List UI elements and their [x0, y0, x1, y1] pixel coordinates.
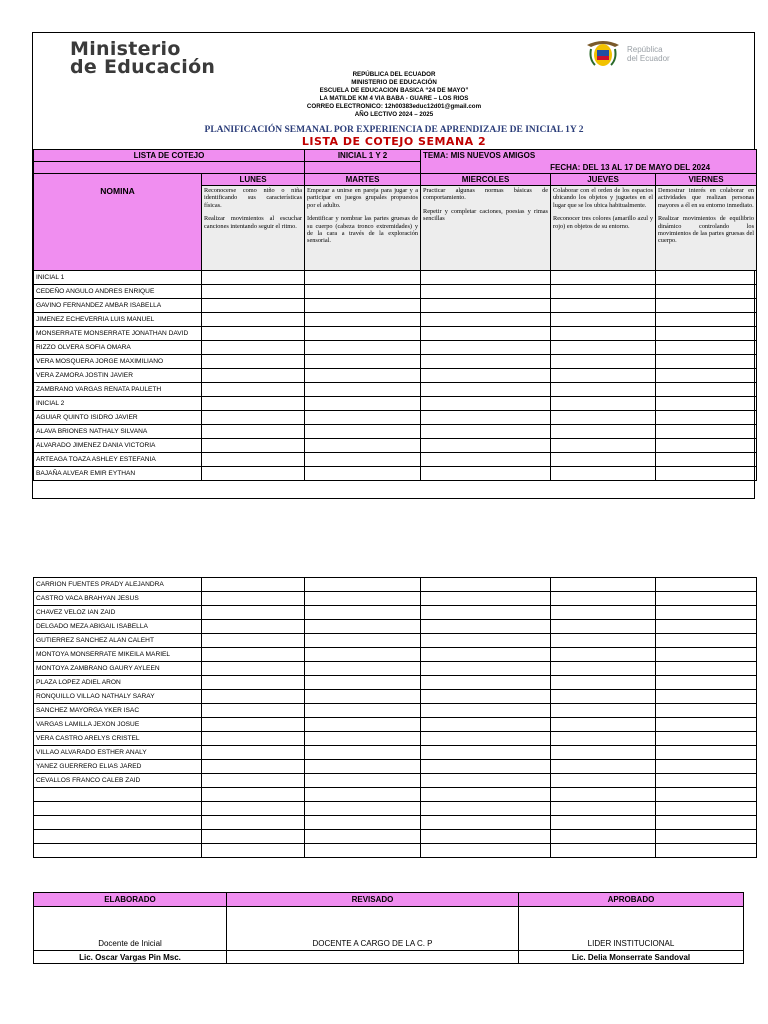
check-cell[interactable]: [305, 578, 421, 592]
student-name: [34, 844, 202, 858]
check-cell[interactable]: [305, 718, 421, 732]
republica-line1: República: [627, 45, 663, 54]
check-cell[interactable]: [656, 271, 757, 285]
check-cell[interactable]: [202, 411, 305, 425]
table-row: [34, 760, 757, 774]
check-cell[interactable]: [202, 383, 305, 397]
check-cell[interactable]: [421, 844, 551, 858]
check-cell[interactable]: [551, 285, 656, 299]
check-cell[interactable]: [656, 802, 757, 816]
activity-text: Realizar movimientos al escuchar canciones intentando seguir el ritmo.: [204, 215, 303, 230]
activity-text: Identificar y nombrar las partes gruesas de su cuerpo (cabeza tronco extremidades) y de la cara a través de la exploración sensorial.: [307, 215, 419, 245]
check-cell[interactable]: [656, 648, 757, 662]
check-cell[interactable]: [202, 369, 305, 383]
signature-table: [33, 892, 744, 964]
student-name: VERA MOSQUERA JORGE MAXIMILIANO: [34, 355, 202, 369]
header-line: CORREO ELECTRONICO: 12h00383educ12d01@gmail.com: [306, 103, 482, 110]
check-cell[interactable]: [656, 467, 757, 481]
republica-line2: del Ecuador: [627, 54, 670, 63]
student-name: DELGADO MEZA ABIGAIL ISABELLA: [34, 620, 202, 634]
table-row: [34, 662, 757, 676]
student-name: VILLAO ALVARADO ESTHER ANALY: [34, 746, 202, 760]
activity-cell: [305, 186, 421, 271]
cotejo-table: [33, 149, 757, 481]
inicial-header: INICIAL 1 Y 2: [305, 150, 421, 162]
student-name: JIMENEZ ECHEVERRIA LUIS MANUEL: [34, 313, 202, 327]
check-cell[interactable]: [202, 592, 305, 606]
table-row: [34, 606, 757, 620]
logo-text-line1: Ministerio: [70, 38, 181, 60]
check-cell[interactable]: [305, 760, 421, 774]
check-cell[interactable]: [202, 439, 305, 453]
check-cell[interactable]: [551, 592, 656, 606]
day-header: LUNES: [202, 174, 305, 186]
check-cell[interactable]: [305, 788, 421, 802]
check-cell[interactable]: [551, 746, 656, 760]
check-cell[interactable]: [305, 355, 421, 369]
check-cell[interactable]: [421, 369, 551, 383]
check-cell[interactable]: [656, 355, 757, 369]
check-cell[interactable]: [656, 578, 757, 592]
activity-text: Empezar a unirse en pareja para jugar y a participar en juegos grupales propuestos por el adulto.: [307, 187, 419, 209]
tema-header: TEMA: MIS NUEVOS AMIGOS: [421, 150, 757, 162]
check-cell[interactable]: [421, 746, 551, 760]
check-cell[interactable]: [202, 648, 305, 662]
elaborado-header: ELABORADO: [34, 893, 227, 907]
check-cell[interactable]: [551, 439, 656, 453]
check-cell[interactable]: [202, 313, 305, 327]
check-cell[interactable]: [421, 327, 551, 341]
check-cell[interactable]: [202, 662, 305, 676]
check-cell[interactable]: [421, 425, 551, 439]
check-cell[interactable]: [421, 788, 551, 802]
table-row: [34, 397, 757, 411]
student-name: INICIAL 1: [34, 271, 202, 285]
check-cell[interactable]: [305, 383, 421, 397]
table-row: [34, 341, 757, 355]
check-cell[interactable]: [656, 816, 757, 830]
check-cell[interactable]: [551, 620, 656, 634]
table-row: [34, 690, 757, 704]
check-cell[interactable]: [202, 760, 305, 774]
table-row: [34, 439, 757, 453]
check-cell[interactable]: [656, 383, 757, 397]
student-name: SANCHEZ MAYORGA YKER ISAC: [34, 704, 202, 718]
check-cell[interactable]: [305, 844, 421, 858]
check-cell[interactable]: [305, 746, 421, 760]
check-cell[interactable]: [656, 285, 757, 299]
check-cell[interactable]: [551, 788, 656, 802]
check-cell[interactable]: [421, 411, 551, 425]
check-cell[interactable]: [202, 453, 305, 467]
check-cell[interactable]: [305, 634, 421, 648]
check-cell[interactable]: [421, 662, 551, 676]
school-header: [33, 71, 755, 119]
check-cell[interactable]: [656, 592, 757, 606]
student-name: ALAVA BRIONES NATHALY SILVANA: [34, 425, 202, 439]
student-name: [34, 802, 202, 816]
name-elaborado: Lic. Oscar Vargas Pin Msc.: [34, 951, 227, 964]
table-row: [34, 718, 757, 732]
cotejo-table-continued: [33, 577, 757, 858]
aprobado-header: APROBADO: [519, 893, 744, 907]
plan-title: PLANIFICACIÓN SEMANAL POR EXPERIENCIA DE APRENDIZAJE DE INICIAL 1Y 2: [204, 125, 584, 135]
table-row: [34, 369, 757, 383]
check-cell[interactable]: [305, 704, 421, 718]
lista-title: LISTA DE COTEJO SEMANA 2: [301, 135, 487, 148]
table-row: [34, 676, 757, 690]
activity-text: Realizar movimientos de equilibrio dinámico controlando los movimientos de las partes gruesas del cuerpo.: [658, 215, 755, 245]
check-cell[interactable]: [421, 313, 551, 327]
check-cell[interactable]: [656, 453, 757, 467]
check-cell[interactable]: [202, 732, 305, 746]
check-cell[interactable]: [202, 285, 305, 299]
check-cell[interactable]: [305, 467, 421, 481]
check-cell[interactable]: [202, 467, 305, 481]
logo-text-line2: de Educación: [70, 56, 216, 78]
table-row: [34, 355, 757, 369]
header-line: ESCUELA DE EDUCACION BASICA “24 DE MAYO”: [319, 87, 469, 94]
check-cell[interactable]: [421, 299, 551, 313]
republica-logo: [627, 45, 670, 63]
check-cell[interactable]: [656, 760, 757, 774]
check-cell[interactable]: [551, 299, 656, 313]
student-name: MONSERRATE MONSERRATE JONATHAN DAVID: [34, 327, 202, 341]
check-cell[interactable]: [202, 816, 305, 830]
check-cell[interactable]: [656, 341, 757, 355]
check-cell[interactable]: [202, 802, 305, 816]
table-row: [34, 578, 757, 592]
check-cell[interactable]: [551, 341, 656, 355]
student-name: PLAZA LOPEZ ADIEL ARON: [34, 676, 202, 690]
check-cell[interactable]: [421, 830, 551, 844]
check-cell[interactable]: [202, 341, 305, 355]
check-cell[interactable]: [305, 648, 421, 662]
role-docente-cp: DOCENTE A CARGO DE LA C. P: [227, 907, 519, 951]
check-cell[interactable]: [305, 802, 421, 816]
check-cell[interactable]: [551, 355, 656, 369]
check-cell[interactable]: [551, 467, 656, 481]
table-row: [34, 620, 757, 634]
check-cell[interactable]: [421, 648, 551, 662]
student-name: CEVALLOS FRANCO CALEB ZAID: [34, 774, 202, 788]
check-cell[interactable]: [305, 774, 421, 788]
table-row: [34, 467, 757, 481]
check-cell[interactable]: [421, 453, 551, 467]
student-name: BAJAÑA ALVEAR EMIR EYTHAN: [34, 467, 202, 481]
check-cell[interactable]: [656, 606, 757, 620]
check-cell[interactable]: [421, 718, 551, 732]
table-row: [34, 425, 757, 439]
student-name: CARRION FUENTES PRADY ALEJANDRA: [34, 578, 202, 592]
check-cell[interactable]: [305, 299, 421, 313]
check-cell[interactable]: [305, 453, 421, 467]
check-cell[interactable]: [421, 383, 551, 397]
check-cell[interactable]: [421, 467, 551, 481]
check-cell[interactable]: [551, 690, 656, 704]
check-cell[interactable]: [421, 690, 551, 704]
check-cell[interactable]: [202, 676, 305, 690]
check-cell[interactable]: [202, 578, 305, 592]
check-cell[interactable]: [551, 313, 656, 327]
table-row: [34, 774, 757, 788]
check-cell[interactable]: [305, 271, 421, 285]
check-cell[interactable]: [551, 369, 656, 383]
day-header: MARTES: [305, 174, 421, 186]
check-cell[interactable]: [551, 453, 656, 467]
check-cell[interactable]: [551, 802, 656, 816]
table-row: [34, 746, 757, 760]
student-name: MONTOYA MONSERRATE MIKEILA MARIEL: [34, 648, 202, 662]
check-cell[interactable]: [202, 718, 305, 732]
table-row: [34, 383, 757, 397]
check-cell[interactable]: [656, 369, 757, 383]
student-name: RIZZO OLVERA SOFIA OMARA: [34, 341, 202, 355]
check-cell[interactable]: [202, 746, 305, 760]
activity-cell: [656, 186, 757, 271]
activity-text: Reconocerse como niño o niña identificando sus características físicas.: [204, 187, 303, 209]
table-row: [34, 648, 757, 662]
check-cell[interactable]: [202, 606, 305, 620]
check-cell[interactable]: [551, 732, 656, 746]
check-cell[interactable]: [656, 397, 757, 411]
check-cell[interactable]: [656, 732, 757, 746]
table-row: [34, 411, 757, 425]
check-cell[interactable]: [551, 718, 656, 732]
student-name: VARGAS LAMILLA JEXON JOSUE: [34, 718, 202, 732]
check-cell[interactable]: [202, 425, 305, 439]
table-row: [34, 313, 757, 327]
check-cell[interactable]: [656, 746, 757, 760]
check-cell[interactable]: [421, 285, 551, 299]
check-cell[interactable]: [421, 592, 551, 606]
check-cell[interactable]: [421, 341, 551, 355]
check-cell[interactable]: [656, 690, 757, 704]
table-row: [34, 271, 757, 285]
day-header: VIERNES: [656, 174, 757, 186]
check-cell[interactable]: [202, 355, 305, 369]
lista-header: LISTA DE COTEJO: [34, 150, 305, 162]
table-row: [34, 830, 757, 844]
check-cell[interactable]: [305, 676, 421, 690]
check-cell[interactable]: [305, 285, 421, 299]
check-cell[interactable]: [421, 271, 551, 285]
check-cell[interactable]: [202, 271, 305, 285]
activity-text: Reconocer tres colores (amarillo azul y rojo) en objetos de su entorno.: [553, 215, 654, 230]
check-cell[interactable]: [305, 830, 421, 844]
activity-cell: [551, 186, 656, 271]
check-cell[interactable]: [551, 662, 656, 676]
role-docente: Docente de Inicial: [34, 907, 227, 951]
student-name: AGUIAR QUINTO ISIDRO JAVIER: [34, 411, 202, 425]
check-cell[interactable]: [656, 620, 757, 634]
check-cell[interactable]: [656, 634, 757, 648]
check-cell[interactable]: [202, 299, 305, 313]
check-cell[interactable]: [551, 844, 656, 858]
check-cell[interactable]: [202, 774, 305, 788]
table-row: [34, 788, 757, 802]
check-cell[interactable]: [551, 648, 656, 662]
student-name: VERA ZAMORA JOSTIN JAVIER: [34, 369, 202, 383]
check-cell[interactable]: [421, 634, 551, 648]
check-cell[interactable]: [202, 788, 305, 802]
activity-text: Demostrar interés en colaborar en actividades que realizan personas mayores a él en su entorno inmediato.: [658, 187, 755, 209]
table-row: [34, 285, 757, 299]
check-cell[interactable]: [551, 816, 656, 830]
activity-text: Practicar algunas normas básicas de comportamiento.: [423, 187, 549, 202]
check-cell[interactable]: [551, 425, 656, 439]
nomina-header: NOMINA: [34, 174, 202, 271]
check-cell[interactable]: [551, 774, 656, 788]
check-cell[interactable]: [421, 439, 551, 453]
header-line: REPÚBLICA DEL ECUADOR: [352, 71, 436, 78]
student-name: ARTEAGA TOAZA ASHLEY ESTEFANIA: [34, 453, 202, 467]
student-name: [34, 788, 202, 802]
check-cell[interactable]: [202, 634, 305, 648]
student-name: RONQUILLO VILLAO NATHALY SARAY: [34, 690, 202, 704]
student-name: ALVARADO JIMENEZ DANIA VICTORIA: [34, 439, 202, 453]
check-cell[interactable]: [421, 355, 551, 369]
day-header: JUEVES: [551, 174, 656, 186]
check-cell[interactable]: [421, 774, 551, 788]
check-cell[interactable]: [656, 439, 757, 453]
coat-of-arms-icon: [585, 37, 621, 69]
table-row: [34, 327, 757, 341]
student-name: YANEZ GUERRERO ELIAS JARED: [34, 760, 202, 774]
check-cell[interactable]: [305, 369, 421, 383]
student-name: [34, 816, 202, 830]
check-cell[interactable]: [305, 816, 421, 830]
check-cell[interactable]: [656, 788, 757, 802]
check-cell[interactable]: [656, 313, 757, 327]
student-name: GUTIERREZ SANCHEZ ALAN CALEHT: [34, 634, 202, 648]
table-row: [34, 299, 757, 313]
table-row: [34, 592, 757, 606]
student-name: GAVINO FERNANDEZ AMBAR ISABELLA: [34, 299, 202, 313]
check-cell[interactable]: [551, 704, 656, 718]
check-cell[interactable]: [202, 704, 305, 718]
check-cell[interactable]: [656, 425, 757, 439]
check-cell[interactable]: [551, 830, 656, 844]
student-name: [34, 830, 202, 844]
name-aprobado: Lic. Delia Monserrate Sandoval: [519, 951, 744, 964]
check-cell[interactable]: [656, 704, 757, 718]
check-cell[interactable]: [421, 676, 551, 690]
check-cell[interactable]: [421, 620, 551, 634]
check-cell[interactable]: [421, 816, 551, 830]
table-row: [34, 844, 757, 858]
check-cell[interactable]: [656, 299, 757, 313]
name-revisado: [227, 951, 519, 964]
check-cell[interactable]: [202, 397, 305, 411]
check-cell[interactable]: [305, 313, 421, 327]
header-line: AÑO LECTIVO 2024 – 2025: [354, 111, 434, 118]
check-cell[interactable]: [656, 718, 757, 732]
check-cell[interactable]: [305, 341, 421, 355]
check-cell[interactable]: [656, 774, 757, 788]
check-cell[interactable]: [656, 662, 757, 676]
check-cell[interactable]: [421, 397, 551, 411]
student-name: ZAMBRANO VARGAS RENATA PAULETH: [34, 383, 202, 397]
activity-cell: [421, 186, 551, 271]
check-cell[interactable]: [421, 802, 551, 816]
check-cell[interactable]: [656, 844, 757, 858]
check-cell[interactable]: [305, 732, 421, 746]
check-cell[interactable]: [305, 606, 421, 620]
check-cell[interactable]: [551, 578, 656, 592]
revisado-header: REVISADO: [227, 893, 519, 907]
table-row: [34, 802, 757, 816]
check-cell[interactable]: [305, 690, 421, 704]
check-cell[interactable]: [305, 620, 421, 634]
check-cell[interactable]: [421, 704, 551, 718]
check-cell[interactable]: [551, 760, 656, 774]
table-row: [34, 704, 757, 718]
student-name: MONTOYA ZAMBRANO GAURY AYLEEN: [34, 662, 202, 676]
table-row: [34, 634, 757, 648]
check-cell[interactable]: [305, 662, 421, 676]
check-cell[interactable]: [551, 383, 656, 397]
check-cell[interactable]: [305, 411, 421, 425]
check-cell[interactable]: [551, 411, 656, 425]
role-lider: LIDER INSTITUCIONAL: [519, 907, 744, 951]
fecha-header: FECHA: DEL 13 AL 17 DE MAYO DEL 2024: [421, 162, 757, 174]
check-cell[interactable]: [421, 760, 551, 774]
student-name: VERA CASTRO ARELYS CRISTEL: [34, 732, 202, 746]
check-cell[interactable]: [421, 606, 551, 620]
check-cell[interactable]: [202, 620, 305, 634]
check-cell[interactable]: [551, 676, 656, 690]
check-cell[interactable]: [551, 397, 656, 411]
check-cell[interactable]: [202, 844, 305, 858]
student-name: CEDEÑO ANGULO ANDRES ENRIQUE: [34, 285, 202, 299]
table-row: [34, 732, 757, 746]
check-cell[interactable]: [551, 606, 656, 620]
table-row: [34, 816, 757, 830]
check-cell[interactable]: [656, 411, 757, 425]
activity-text: Repetir y completar caciones, poesias y rimas sencillas: [423, 207, 549, 223]
check-cell[interactable]: [551, 634, 656, 648]
check-cell[interactable]: [305, 439, 421, 453]
student-name: INICIAL 2: [34, 397, 202, 411]
check-cell[interactable]: [656, 830, 757, 844]
activity-cell: [202, 186, 305, 271]
check-cell[interactable]: [202, 327, 305, 341]
check-cell[interactable]: [551, 327, 656, 341]
table-row: [34, 453, 757, 467]
check-cell[interactable]: [421, 732, 551, 746]
header-line: MINISTERIO DE EDUCACIÓN: [351, 79, 437, 86]
check-cell[interactable]: [202, 830, 305, 844]
student-name: CHAVEZ VELOZ IAN ZAID: [34, 606, 202, 620]
check-cell[interactable]: [305, 397, 421, 411]
activity-text: Colaborar con el orden de los espacios ubicando los objetos y juguetes en el lugar que se los ubica habitualmente.: [553, 187, 654, 209]
check-cell[interactable]: [656, 327, 757, 341]
header-line: LA MATILDE KM 4 VIA BABA - GUARE – LOS RIOS: [319, 95, 469, 102]
check-cell[interactable]: [656, 676, 757, 690]
check-cell[interactable]: [305, 592, 421, 606]
check-cell[interactable]: [202, 690, 305, 704]
day-header: MIERCOLES: [421, 174, 551, 186]
check-cell[interactable]: [551, 271, 656, 285]
check-cell[interactable]: [305, 425, 421, 439]
check-cell[interactable]: [305, 327, 421, 341]
student-name: CASTRO VACA BRAHYAN JESUS: [34, 592, 202, 606]
check-cell[interactable]: [421, 578, 551, 592]
